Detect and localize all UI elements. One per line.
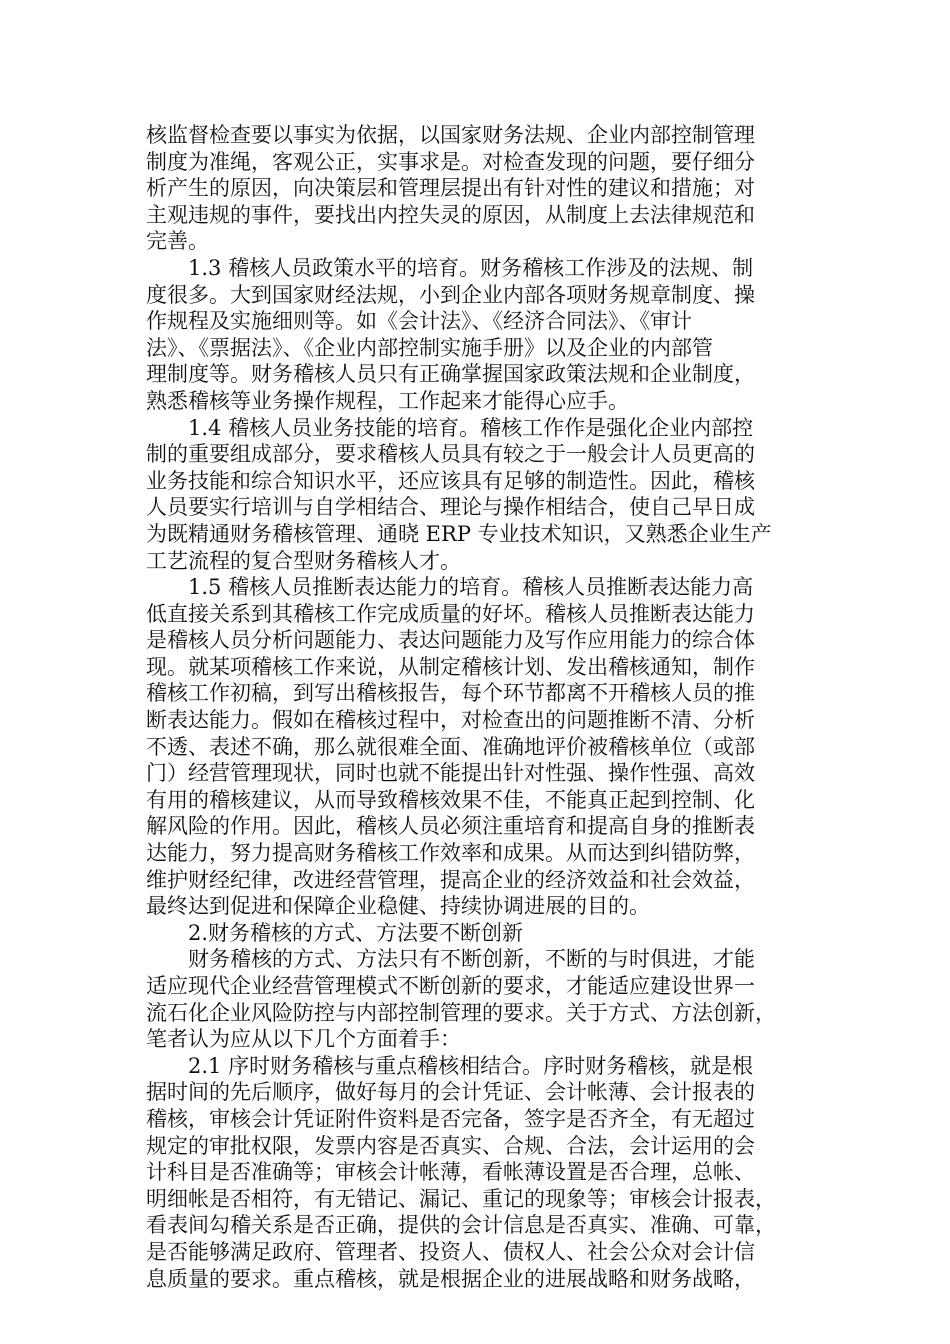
section-2-1-first-line: 2.1 序时财务稽核与重点稽核相结合。序时财务稽核，就是根: [188, 1053, 754, 1078]
text-line: 息质量的要求。重点稽核，就是根据企业的进展战略和财务战略，: [146, 1266, 755, 1291]
text-line: 门）经营管理现状，同时也就不能提出针对性强、操作性强、高效: [146, 761, 755, 786]
text-line: 笔者认为应从以下几个方面着手：: [146, 1027, 461, 1052]
text-line: 理制度等。财务稽核人员只有正确掌握国家政策法规和企业制度，: [146, 362, 755, 387]
text-line: 低直接关系到其稽核工作完成质量的好坏。稽核人员推断表达能力: [146, 601, 755, 626]
text-line: 是稽核人员分析问题能力、表达问题能力及写作应用能力的综合体: [146, 628, 755, 653]
section-1-4-first-line: 1.4 稽核人员业务技能的培育。稽核工作作是强化企业内部控: [188, 415, 754, 440]
section-2-heading: 2.财务稽核的方式、方法要不断创新: [188, 920, 524, 945]
section-1-3-first-line: 1.3 稽核人员政策水平的培育。财务稽核工作涉及的法规、制: [188, 255, 754, 280]
text-line: 稽核，审核会计凭证附件资料是否完备，签字是否齐全，有无超过: [146, 1106, 755, 1131]
text-line: 计科目是否准确等；审核会计帐薄，看帐薄设置是否合理，总帐、: [146, 1160, 755, 1185]
text-line: 维护财经纪律，改进经营管理，提高企业的经济效益和社会效益，: [146, 867, 755, 892]
text-line: 达能力，努力提高财务稽核工作效率和成果。从而达到纠错防弊，: [146, 841, 755, 866]
text-line: 业务技能和综合知识水平，还应该具有足够的制造性。因此，稽核: [146, 468, 755, 493]
text-line: 流石化企业风险防控与内部控制管理的要求。关于方式、方法创新，: [146, 1000, 776, 1025]
text-line: 最终达到促进和保障企业稳健、持续协调进展的目的。: [146, 894, 650, 919]
body-text: [146, 122, 804, 1292]
text-line: 核监督检查要以事实为依据，以国家财务法规、企业内部控制管理: [146, 123, 755, 147]
text-line: 规定的审批权限，发票内容是否真实、合规、合法，会计运用的会: [146, 1133, 755, 1158]
text-line: 完善。: [146, 229, 209, 254]
text-line: 度很多。大到国家财经法规，小到企业内部各项财务规章制度、操: [146, 282, 755, 307]
section-1-5-first-line: 1.5 稽核人员推断表达能力的培育。稽核人员推断表达能力高: [188, 575, 754, 600]
text-line: 稽核工作初稿，到写出稽核报告，每个环节都离不开稽核人员的推: [146, 681, 755, 706]
section-2-intro-first-line: 财务稽核的方式、方法只有不断创新，不断的与时俱进，才能: [188, 947, 755, 972]
text-line: 现。就某项稽核工作来说，从制定稽核计划、发出稽核通知，制作: [146, 654, 755, 679]
text-line: 看表间勾稽关系是否正确，提供的会计信息是否真实、准确、可靠，: [146, 1213, 776, 1238]
text-line: 法》、《票据法》、《企业内部控制实施手册》以及企业的内部管: [146, 335, 713, 360]
text-line: 人员要实行培训与自学相结合、理论与操作相结合，使自己早日成: [146, 495, 755, 520]
text-line: 析产生的原因，向决策层和管理层提出有针对性的建议和措施；对: [146, 176, 755, 201]
text-line: 主观违规的事件，要找出内控失灵的原因，从制度上去法律规范和: [146, 202, 755, 227]
text-line: 熟悉稽核等业务操作规程，工作起来才能得心应手。: [146, 388, 629, 413]
text-line: 是否能够满足政府、管理者、投资人、债权人、社会公众对会计信: [146, 1239, 755, 1264]
text-line: 解风险的作用。因此，稽核人员必须注重培育和提高自身的推断表: [146, 814, 755, 839]
text-line: 明细帐是否相符，有无错记、漏记、重记的现象等；审核会计报表，: [146, 1186, 776, 1211]
text-line: 有用的稽核建议，从而导致稽核效果不佳，不能真正起到控制、化: [146, 787, 755, 812]
text-line: 为既精通财务稽核管理、通晓 ERP 专业技术知识，又熟悉企业生产: [146, 521, 772, 546]
text-line: 不透、表述不确，那么就很难全面、准确地评价被稽核单位（或部: [146, 734, 755, 759]
text-line: 断表达能力。假如在稽核过程中，对检查出的问题推断不清、分析: [146, 708, 755, 733]
text-line: 制的重要组成部分，要求稽核人员具有较之于一般会计人员更高的: [146, 442, 755, 467]
text-line: 适应现代企业经营管理模式不断创新的要求，才能适应建设世界一: [146, 974, 755, 998]
text-line: 制度为准绳，客观公正，实事求是。对检查发现的问题，要仔细分: [146, 149, 755, 174]
text-line: 作规程及实施细则等。如《会计法》、《经济合同法》、《审计: [146, 309, 692, 334]
text-line: 据时间的先后顺序，做好每月的会计凭证、会计帐薄、会计报表的: [146, 1080, 755, 1105]
text-line: 工艺流程的复合型财务稽核人才。: [146, 548, 461, 573]
